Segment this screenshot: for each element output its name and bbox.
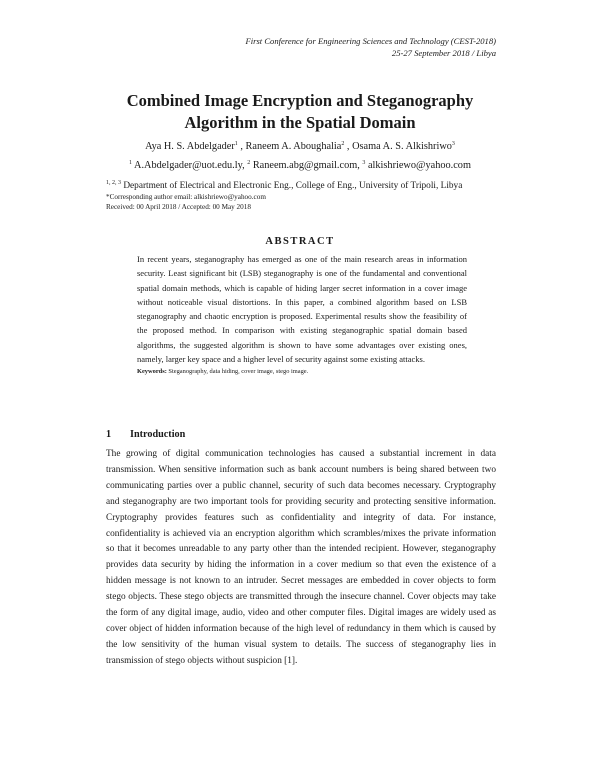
section-heading [106,429,185,440]
author-emails: $^1$ A.Abdelgader@uot.edu.ly, $^2$ Raneem.abg@gmail.com, $^3$ alkishriewo@yahoo.com [129,160,471,171]
conference-header [245,35,496,59]
email-sup: 3 [362,160,366,166]
keywords-label: Keywords: [137,368,167,375]
section-number: 1 [106,429,112,440]
introduction-text: The growing of digital communication technologies has caused a substantial increment in data transmission. When sensitive information such as bank account numbers is being shared between two communicating parties over a public channel, security of such data becomes necessary. Cryptography and steganography are two important tools for providing security and protecting sensitive information. Cryptography provides features such as confidentiality and integrity of data. For instance, confidentiality is achieved via an encryption algorithm which scrambles/mixes the private information so that it becomes unreadable to any party other than the intended recipient. However, steganography provides data security by hiding the information in a cover medium so that even the existence of a hidden message is not known to an intruder. Secret messages are embedded in cover objects to form stego objects. These stego objects are transmitted through the insecure channel. Cover objects may take the form of any digital image, audio, video and other computer files. Digital images are widely used as cover object of hidden information because of the high level of redundancy in them which is caused by the low sensitivity of the human visual system to details. The success of steganography lies in transmission of stego objects without suspicion [1]. [106,449,496,666]
author-sup: 1 [234,141,238,147]
conference-name: First Conference for Engineering Sciences and Technology (CEST-2018) [245,36,496,46]
conference-date: 25-27 September 2018 / Libya [391,48,496,58]
author-name: Aya H. S. Abdelgader [145,141,235,152]
author-name: Osama A. S. Alkishriwo [352,141,452,152]
abstract-text: In recent years, steganography has emerged as one of the main research areas in information security. Least significant bit (LSB) steganography is one of the fundamental and conventional spatial domain methods, which is capable of hiding larger secret information in a cover image without noticeable visual distortions. In this paper, a combined algorithm based on LSB steganography and chaotic encryption is proposed. Experimental results show the feasibility of the proposed method. In comparison with existing steganographic spatial domain based algorithms, the suggested algorithm is shown to have some advantages over existing ones, namely, larger key space and a higher level of security against some existing attacks. [137,254,467,365]
received-dates: Received: 00 April 2018 / Accepted: 00 May 2018 [106,203,251,211]
title-line-2: Algorithm in the Spatial Domain [184,113,416,132]
corresponding-author: *Corresponding author email: alkishriewo@yahoo.com [106,193,266,201]
paper-title [0,90,600,134]
author-sup: 2 [341,141,345,147]
keywords-text: Steganography, data hiding, cover image, stego image. [166,368,309,375]
email-sup: 1 [129,160,133,166]
author-name: Raneem A. Aboughalia [245,141,342,152]
title-line-1: Combined Image Encryption and Steganography [126,91,474,110]
email-link[interactable]: alkishriewo@yahoo.com [367,160,471,171]
affiliation-sup: 1, 2, 3 [106,180,121,186]
email-link[interactable]: A.Abdelgader@uot.edu.ly [134,160,243,171]
author-sup: 3 [451,141,455,147]
abstract-heading: ABSTRACT [265,236,335,247]
email-sup: 2 [247,160,251,166]
section-title: Introduction [130,429,186,440]
keywords [137,368,308,375]
author-list: Aya H. S. Abdelgader$^1$ , Raneem A. Aboughalia$^2$ , Osama A. S. Alkishriwo$^3$ [145,141,455,152]
affiliation-text: Department of Electrical and Electronic Eng., College of Eng., University of Tripoli, Libya [123,181,463,191]
affiliation [106,181,462,191]
email-link[interactable]: Raneem.abg@gmail.com [252,160,358,171]
